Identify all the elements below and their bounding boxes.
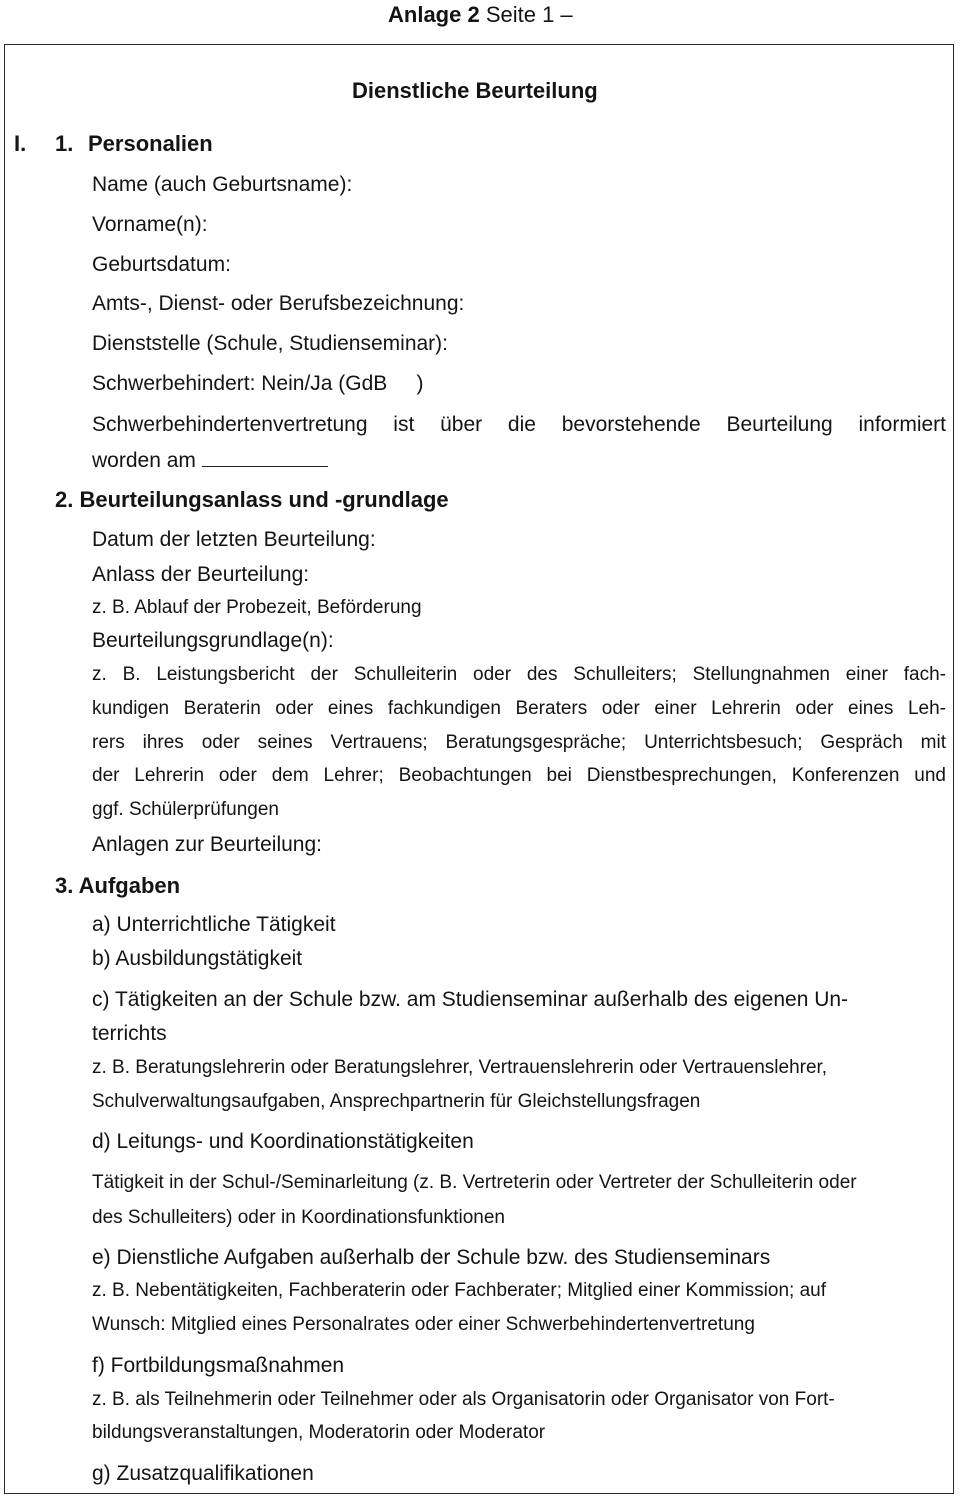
task-d-example: des Schulleiters) oder in Koordinationsfunktionen (92, 1207, 505, 1228)
sbv-line-2 (92, 448, 328, 473)
form-title: Dienstliche Beurteilung (352, 78, 598, 103)
field-anlagen: Anlagen zur Beurteilung: (92, 833, 322, 856)
task-c-line-2: terrichts (92, 1022, 167, 1045)
task-f-example: z. B. als Teilnehmerin oder Teilnehmer oder als Organisatorin oder Organisator von Fort- (92, 1389, 835, 1410)
task-g: g) Zusatzqualifikationen (92, 1462, 314, 1485)
section-2-heading: 2. Beurteilungsanlass und -grundlage (55, 487, 449, 512)
grundlagen-example-line: z. B. Leistungsbericht der Schulleiterin oder des Schulleiters; Stellungnahmen einer fach- (92, 664, 946, 685)
task-d-example: Tätigkeit in der Schul-/Seminarleitung (z. B. Vertreterin oder Vertreter der Schulleiterin oder (92, 1172, 857, 1193)
task-a: a) Unterrichtliche Tätigkeit (92, 913, 336, 936)
sbv-worden-am: worden am (92, 449, 196, 472)
task-f: f) Fortbildungsmaßnahmen (92, 1354, 345, 1377)
task-d: d) Leitungs- und Koordinationstätigkeiten (92, 1130, 474, 1153)
header-seite: Seite 1 – (485, 2, 573, 27)
date-blank-line (202, 448, 328, 467)
field-vorname: Vorname(n): (92, 213, 208, 236)
header-anlage: Anlage 2 (388, 2, 480, 27)
grundlagen-example-line: kundigen Beraterin oder eines fachkundigen Beraters oder einer Lehrerin oder eines Leh- (92, 698, 946, 719)
task-c-example: Schulverwaltungsaufgaben, Ansprechpartnerin für Gleichstellungsfragen (92, 1091, 701, 1112)
field-grundlagen: Beurteilungsgrundlage(n): (92, 629, 334, 652)
section-roman: I. (14, 131, 27, 156)
grundlagen-example-line: ggf. Schülerprüfungen (92, 799, 279, 820)
grundlagen-example-line: der Lehrerin oder dem Lehrer; Beobachtungen bei Dienstbesprechungen, Konferenzen und (92, 765, 946, 786)
task-c-line-1: c) Tätigkeiten an der Schule bzw. am Studienseminar außerhalb des eigenen Un- (92, 988, 849, 1011)
field-anlass: Anlass der Beurteilung: (92, 563, 310, 586)
field-schwerbehindert: Schwerbehindert: Nein/Ja (GdB ) (92, 372, 424, 395)
field-letzte-beurteilung: Datum der letzten Beurteilung: (92, 528, 376, 551)
field-name: Name (auch Geburtsname): (92, 173, 353, 196)
task-b: b) Ausbildungstätigkeit (92, 947, 303, 970)
sbv-line-1: Schwerbehindertenvertretung ist über die bevorstehende Beurteilung informiert (92, 413, 946, 436)
grundlagen-example-line: rers ihres oder seines Vertrauens; Beratungsgespräche; Unterrichtsbesuch; Gespräch mit (92, 732, 946, 753)
anlass-example: z. B. Ablauf der Probezeit, Beförderung (92, 597, 422, 618)
task-c-example: z. B. Beratungslehrerin oder Beratungslehrer, Vertrauenslehrerin oder Vertrauenslehrer, (92, 1057, 828, 1078)
section-3-heading: 3. Aufgaben (55, 873, 181, 898)
task-e-example: Wunsch: Mitglied eines Personalrates oder einer Schwerbehindertenvertretung (92, 1314, 755, 1335)
field-geburtsdatum: Geburtsdatum: (92, 253, 231, 276)
task-e-example: z. B. Nebentätigkeiten, Fachberaterin oder Fachberater; Mitglied einer Kommission; auf (92, 1280, 826, 1301)
page-header (388, 2, 573, 28)
field-amtsbezeichnung: Amts-, Dienst- oder Berufsbezeichnung: (92, 292, 465, 315)
task-f-example: bildungsveranstaltungen, Moderatorin oder Moderator (92, 1422, 546, 1443)
section-1-heading: Personalien (88, 131, 213, 156)
section-1-number: 1. (55, 131, 74, 156)
field-dienststelle: Dienststelle (Schule, Studienseminar): (92, 332, 448, 355)
task-e: e) Dienstliche Aufgaben außerhalb der Schule bzw. des Studienseminars (92, 1246, 771, 1269)
